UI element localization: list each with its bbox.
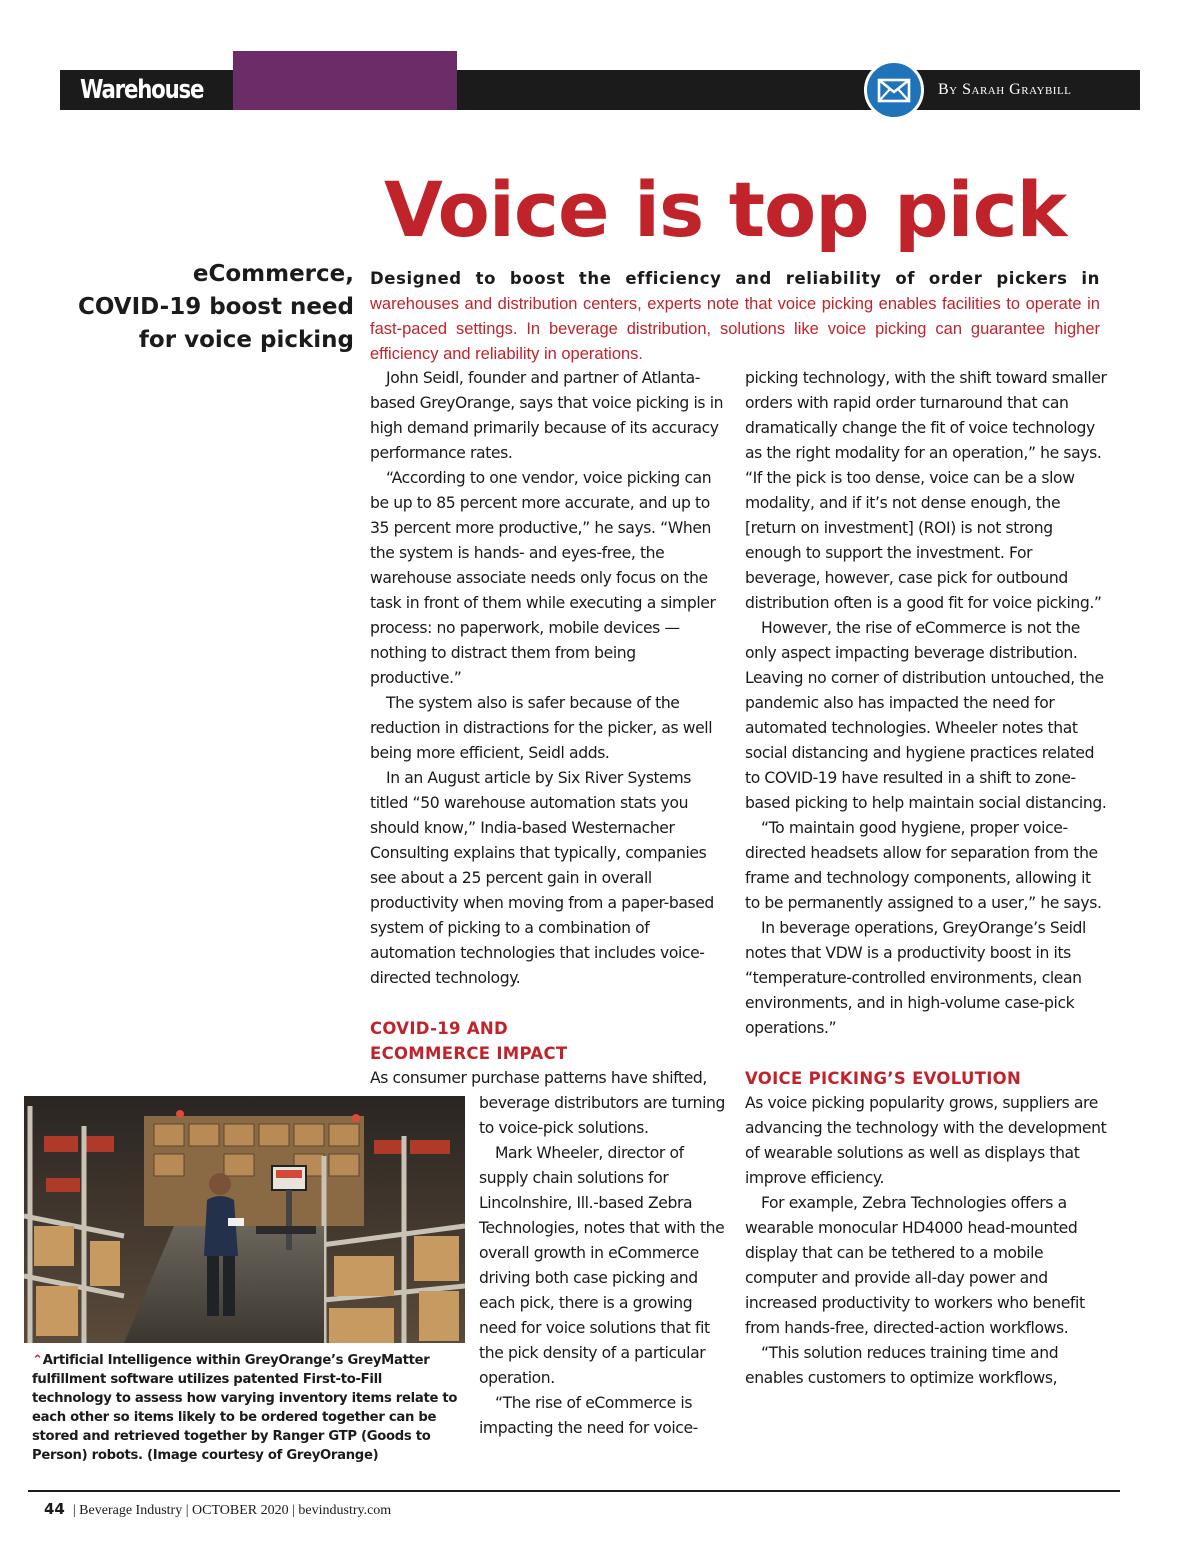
body-paragraph: “According to one vendor, voice picking can be up to 85 percent more accurate, and up to 35 percent more productive,” he says. “When the system is hands- and eyes-free, the warehouse associate needs only focus on the task in front of them while executing a simpler process: no paperwork, mobile devices — nothing to distract them from being productive.” xyxy=(370,469,716,687)
body-paragraph: However, the rise of eCommerce is not the only aspect impacting beverage distribution. Leaving no corner of distribution untouched, the pandemic also has impacted the need for automated technologies. Wheeler notes that social distancing and hygiene practices related to COVID-19 have resulted in a shift to zone-based picking to help maintain social distancing. xyxy=(745,619,1107,812)
deck-line: eCommerce, xyxy=(192,261,354,287)
subhead-evolution: VOICE PICKING’S EVOLUTION xyxy=(745,1069,1022,1088)
footer xyxy=(44,1498,391,1520)
body-paragraph: “To maintain good hygiene, proper voice-directed headsets allow for separation from the frame and technology components, allowing it to be permanently assigned to a user,” he says. xyxy=(745,819,1102,912)
body-paragraph: “The rise of eCommerce is impacting the need for voice- xyxy=(479,1394,698,1437)
intro-paragraph xyxy=(370,266,1100,367)
body-column-2 xyxy=(745,366,1110,1391)
body-paragraph: Mark Wheeler, director of supply chain solutions for Lincolnshire, Ill.-based Zebra Technologies, notes that with the overall growth in eCommerce driving both case picking and each pick, there is a growing need for voice solutions that fit the pick density of a particular operation. xyxy=(479,1144,725,1387)
footer-rule xyxy=(28,1490,1120,1492)
subhead-covid xyxy=(370,1016,730,1066)
intro-text: warehouses and distribution centers, experts note that voice picking enables facilities to operate in fast-paced settings. In beverage distribution, solutions like voice picking can guarantee higher efficiency and reliability in operations. xyxy=(370,295,1100,363)
body-paragraph: As consumer purchase patterns have shifted, xyxy=(370,1069,707,1087)
body-paragraph: picking technology, with the shift toward smaller orders with rapid order turnaround that can dramatically change the fit of voice technology as the right modality for an operation,” he says. “If the pick is too dense, voice can be a slow modality, and if it’s not dense enough, the [return on investment] (ROI) is not strong enough to support the investment. For beverage, however, case pick for outbound distribution often is a good fit for voice picking.” xyxy=(745,369,1107,612)
deck-line: COVID-19 boost need xyxy=(77,294,354,320)
caption-text: Artificial Intelligence within GreyOrange’s GreyMatter fulfillment software utilizes patented First-to-Fill technology to assess how varying inventory items relate to each other so items likely to be ordered together can be stored and retrieved together by Ranger GTP (Goods to Person) robots. (Image courtesy of GreyOrange) xyxy=(32,1353,458,1463)
body-column-1 xyxy=(370,366,730,1091)
photo-caption xyxy=(32,1351,462,1465)
section-accent-block xyxy=(233,51,457,110)
body-paragraph: The system also is safer because of the reduction in distractions for the picker, as well being more efficient, Seidl adds. xyxy=(370,694,713,762)
byline: By Sarah Graybill xyxy=(938,81,1072,98)
caption-arrow-icon: ⌃ xyxy=(32,1353,43,1368)
body-paragraph: John Seidl, founder and partner of Atlanta-based GreyOrange, says that voice picking is in high demand primarily because of its accuracy performance rates. xyxy=(370,369,724,462)
intro-bold-lead: Designed to boost the efficiency and reliability of order pickers in xyxy=(370,269,1100,288)
subhead-line: COVID-19 AND xyxy=(370,1019,509,1038)
spacer xyxy=(370,991,730,1016)
headline: Voice is top pick xyxy=(384,165,1067,254)
deck-line: for voice picking xyxy=(138,327,354,353)
body-column-1-narrow xyxy=(479,1091,729,1441)
section-label: Warehouse xyxy=(80,75,204,105)
spacer xyxy=(745,1041,1110,1066)
body-paragraph: “This solution reduces training time and enables customers to optimize workflows, xyxy=(745,1344,1059,1387)
body-paragraph: As voice picking popularity grows, suppliers are advancing the technology with the development of wearable solutions as well as displays that improve efficiency. xyxy=(745,1094,1107,1187)
page-number: 44 xyxy=(44,1500,65,1518)
body-paragraph: In an August article by Six River Systems titled “50 warehouse automation stats you should know,” India-based Westernacher Consulting explains that typically, companies see about a 25 percent gain in overall productivity when moving from a paper-based system of picking to a combination of automation technologies that includes voice-directed technology. xyxy=(370,769,714,987)
envelope-icon[interactable] xyxy=(864,60,924,120)
body-paragraph: In beverage operations, GreyOrange’s Seidl notes that VDW is a productivity boost in its “temperature-controlled environments, clean environments, and in high-volume case-pick operations.” xyxy=(745,919,1086,1037)
deck xyxy=(40,258,354,357)
body-paragraph: beverage distributors are turning to voice-pick solutions. xyxy=(479,1094,725,1137)
warehouse-photo xyxy=(24,1096,465,1343)
subhead-line: ECOMMERCE IMPACT xyxy=(370,1044,568,1063)
body-paragraph: For example, Zebra Technologies offers a wearable monocular HD4000 head-mounted display that can be tethered to a mobile computer and provide all-day power and increased productivity to workers who benefit from hands-free, directed-action workflows. xyxy=(745,1194,1085,1337)
footer-text: | Beverage Industry | OCTOBER 2020 | bevindustry.com xyxy=(72,1503,392,1518)
